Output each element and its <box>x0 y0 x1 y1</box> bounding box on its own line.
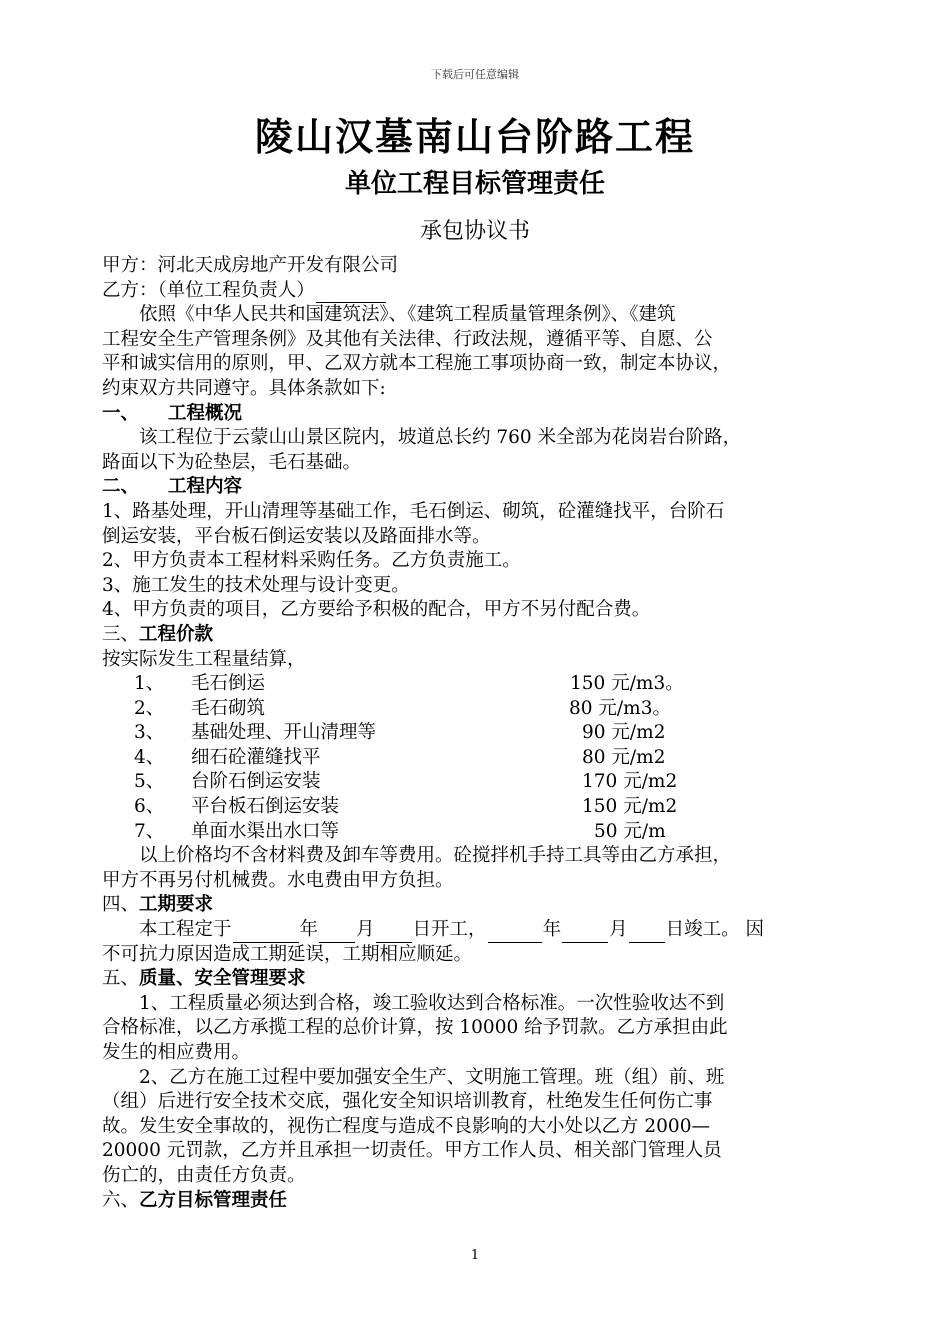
intro-line: 平和诚实信用的原则，甲、乙双方就本工程施工事项协商一致，制定本协议， <box>102 353 732 375</box>
section-2-line: 2、甲方负责本工程材料采购任务。乙方负责施工。 <box>102 550 521 572</box>
section-2-line: 4、甲方负责的项目，乙方要给予积极的配合，甲方不另付配合费。 <box>102 599 651 621</box>
section-3-line: 以上价格均不含材料费及卸车等费用。砼搅拌机手持工具等由乙方承担， <box>139 845 732 867</box>
price-row: 3、 基础处理、开山清理等 90 元/m2 <box>134 722 666 744</box>
section-1-line: 路面以下为砼垫层，毛石基础。 <box>102 451 362 473</box>
end-month-blank <box>562 924 608 943</box>
section-heading-3: 三、工程价款 <box>102 623 214 645</box>
section-2-line: 3、施工发生的技术处理与设计变更。 <box>102 574 410 596</box>
price-row: 5、 台阶石倒运安装 170 元/m2 <box>134 771 678 793</box>
start-month-blank <box>319 924 355 943</box>
price-row: 4、 细石砼灌缝找平 80 元/m2 <box>134 746 666 768</box>
section-5-line: 发生的相应费用。 <box>102 1042 251 1063</box>
section-heading-6: 六、乙方目标管理责任 <box>102 1189 288 1211</box>
section-3-line: 甲方不再另付机械费。水电费由甲方负担。 <box>102 869 454 891</box>
section-5-line: 20000 元罚款，乙方并且承担一切责任。甲方工作人员、相关部门管理人员 <box>102 1140 722 1162</box>
end-year-blank <box>488 924 542 943</box>
party-b-blank <box>316 284 386 303</box>
section-5-line: （组）后进行安全技术交底，强化安全知识培训教育，杜绝发生任何伤亡事 <box>102 1091 713 1113</box>
section-2-line: 倒运安装，平台板石倒运安装以及路面排水等。 <box>102 525 491 547</box>
section-5-line: 合格标准，以乙方承揽工程的总价计算，按 10000 给予罚款。乙方承担由此 <box>102 1017 728 1039</box>
party-a: 甲方：河北天成房地产开发有限公司 <box>102 255 399 276</box>
intro-line: 约束双方共同遵守。具体条款如下: <box>102 377 386 399</box>
party-b <box>102 279 862 304</box>
section-4-line: 不可抗力原因造成工期延误，工期相应顺延。 <box>102 943 473 965</box>
page-number: 1 <box>470 1248 480 1263</box>
section-5-line: 2、乙方在施工过程中要加强安全生产、文明施工管理。班（组）前、班 <box>139 1066 725 1088</box>
price-row: 7、 单面水渠出水口等 50 元/m <box>134 820 666 842</box>
intro-line: 工程安全生产管理条例》及其他有关法律、行政法规，遵循平等、自愿、公 <box>102 328 713 350</box>
start-year-blank <box>233 924 299 943</box>
section-heading-4: 四、工期要求 <box>102 894 214 916</box>
document-subtitle-2: 承包协议书 <box>419 219 530 244</box>
section-heading-5: 五、质量、安全管理要求 <box>102 968 306 990</box>
section-heading-1: 一、 工程概况 <box>102 402 243 424</box>
document-body <box>102 254 862 1213</box>
document-title: 陵山汉墓南山台阶路工程 <box>254 114 695 159</box>
price-row: 2、 毛石砌筑 80 元/m3。 <box>134 697 671 719</box>
intro-line: 依照《中华人民共和国建筑法》、《建筑工程质量管理条例》、《建筑 <box>139 304 676 326</box>
schedule-line: 本工程定于 年 月 日开工， 年 月 日竣工。 因 <box>102 918 862 943</box>
price-row: 6、 平台板石倒运安装 150 元/m2 <box>134 796 678 818</box>
section-1-line: 该工程位于云蒙山山景区院内，坡道总长约 760 米全部为花岗岩台阶路， <box>139 427 742 449</box>
section-5-line: 故。发生安全事故的，视伤亡程度与造成不良影响的大小处以乙方 2000— <box>102 1115 710 1137</box>
price-row: 1、 毛石倒运 150 元/m3。 <box>134 673 684 695</box>
section-heading-2: 二、 工程内容 <box>102 476 243 498</box>
header-note: 下载后可任意编辑 <box>431 68 519 81</box>
section-3-intro: 按实际发生工程量结算， <box>102 648 306 670</box>
section-5-line: 1、工程质量必须达到合格，竣工验收达到合格标准。一次性验收达不到 <box>139 992 725 1014</box>
end-day-blank <box>629 924 665 943</box>
party-b-label: 乙方：（单位工程负责人） <box>102 279 315 301</box>
section-2-line: 1、路基处理，开山清理等基础工作，毛石倒运、砌筑，砼灌缝找平，台阶石 <box>102 500 725 522</box>
start-day-blank <box>376 924 412 943</box>
section-5-line: 伤亡的，由责任方负责。 <box>102 1164 306 1186</box>
document-subtitle: 单位工程目标管理责任 <box>344 169 605 199</box>
